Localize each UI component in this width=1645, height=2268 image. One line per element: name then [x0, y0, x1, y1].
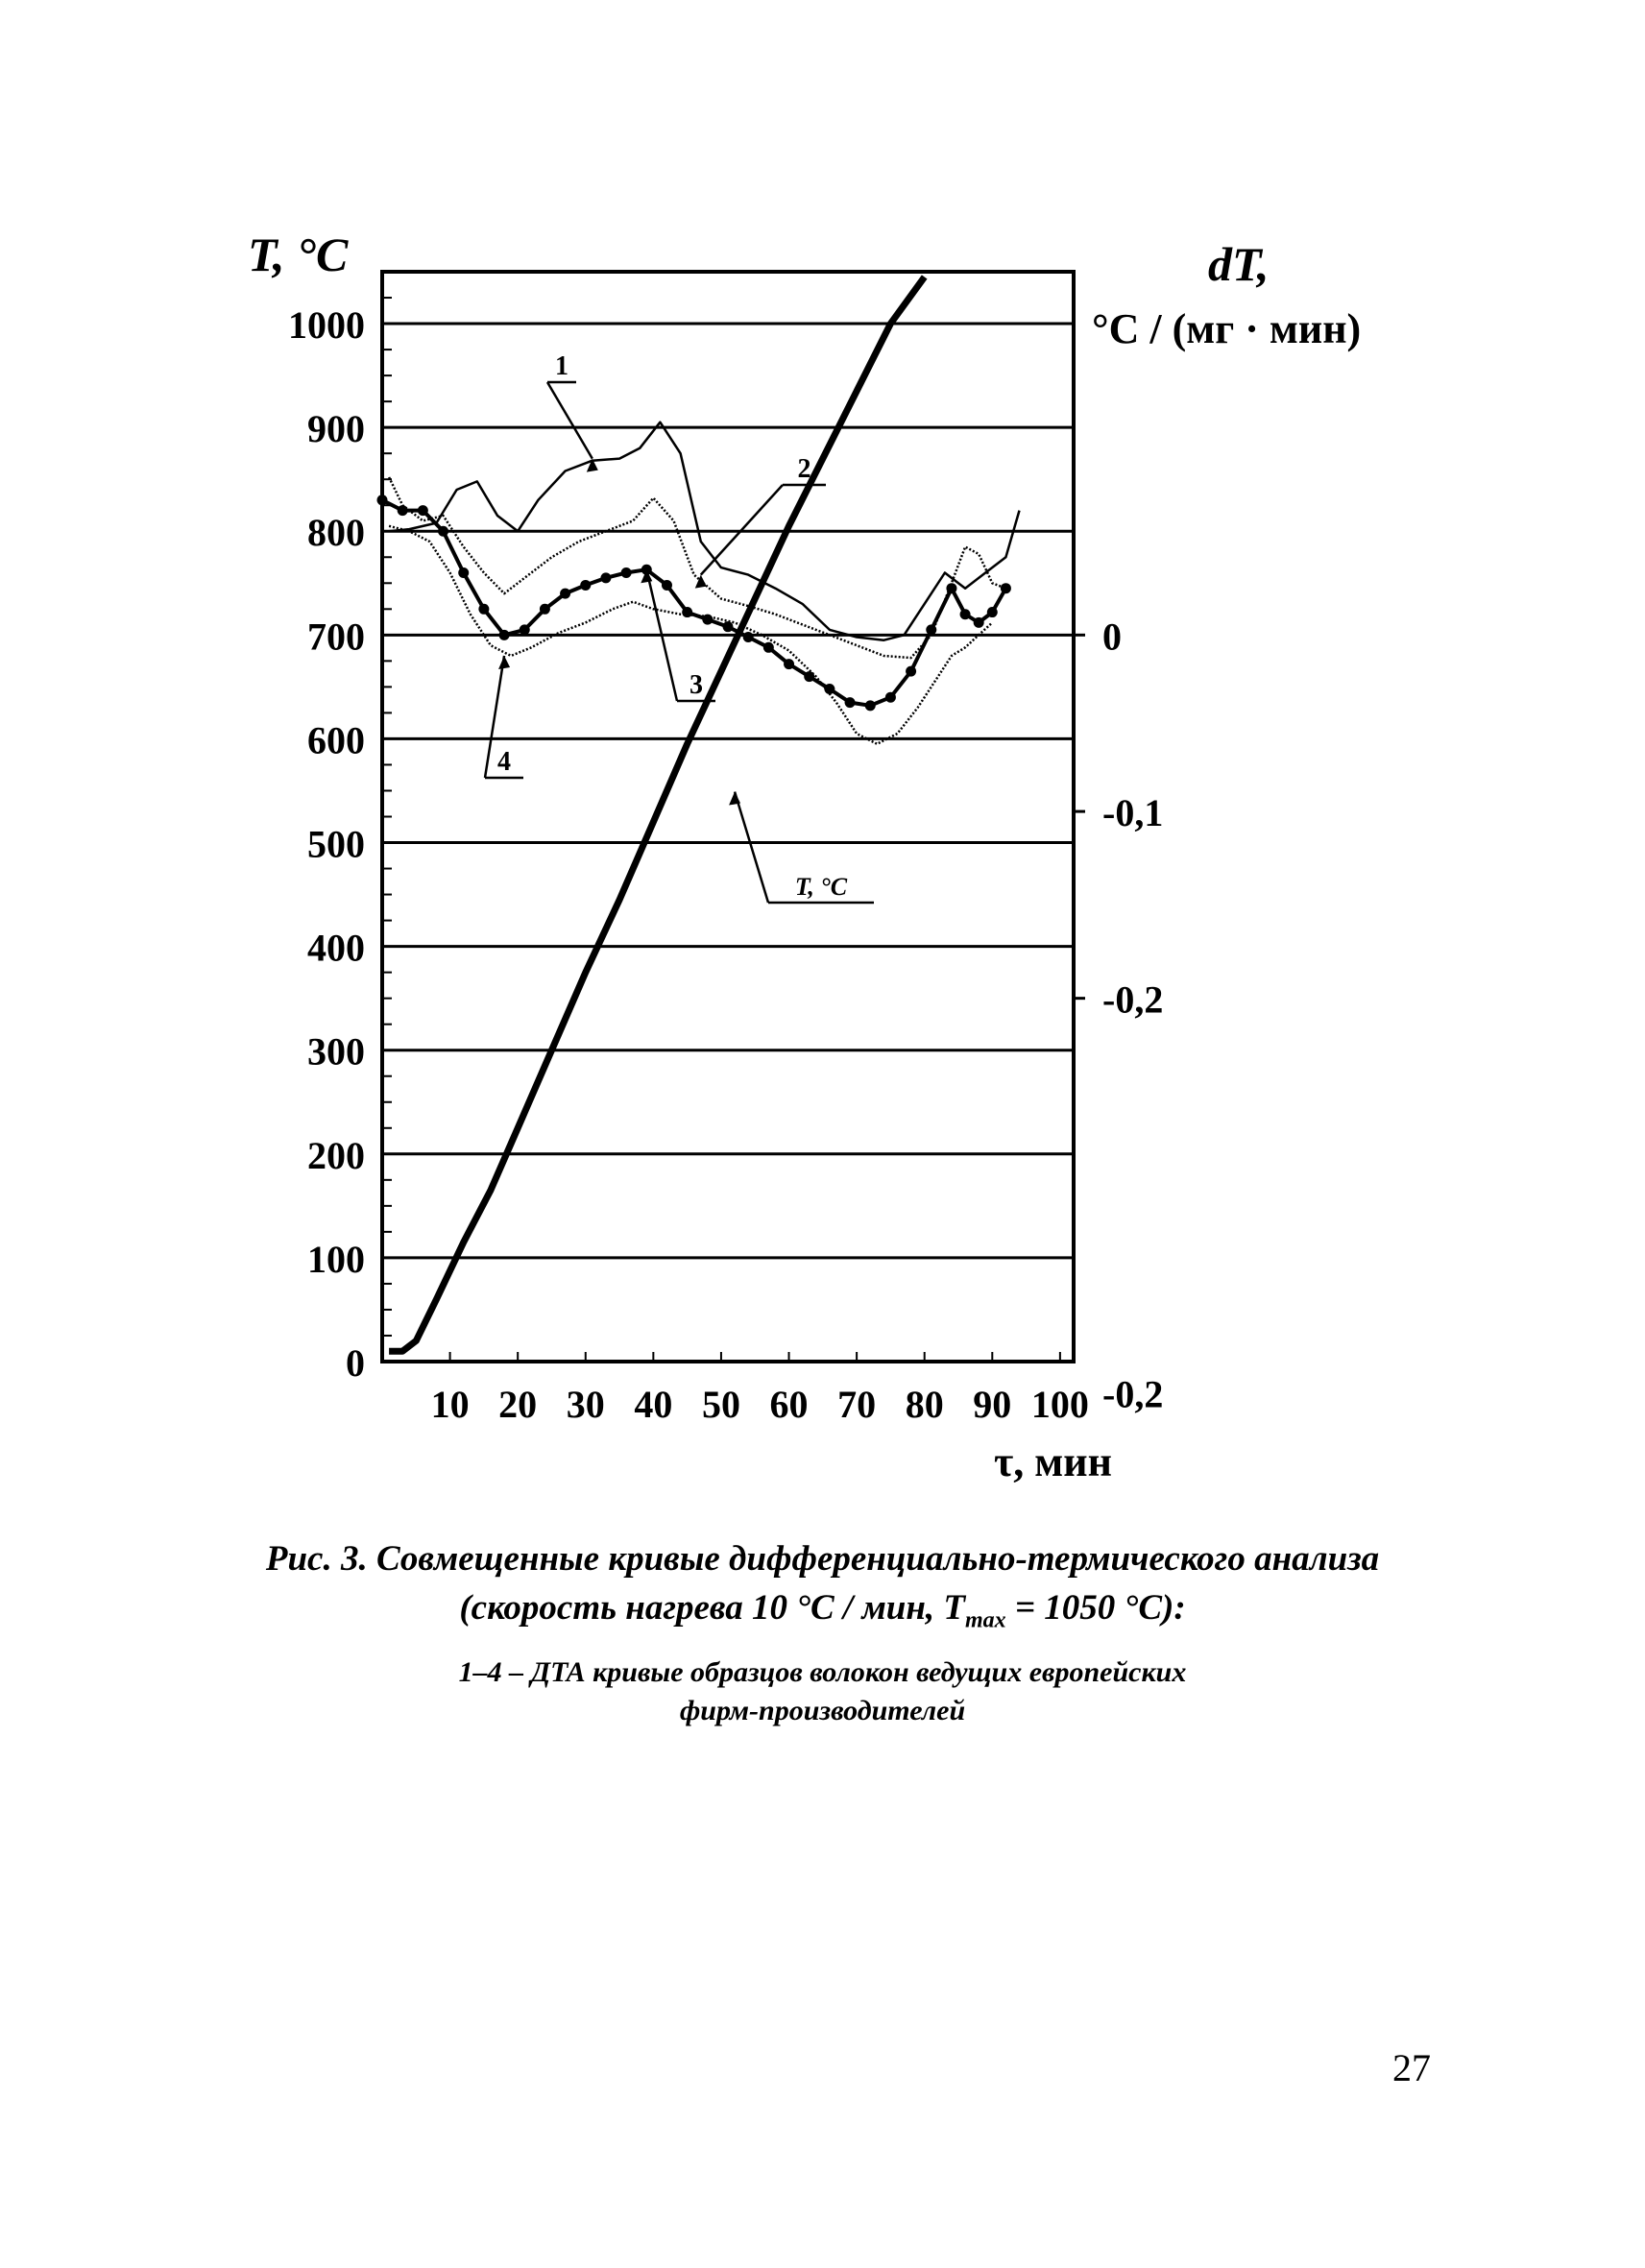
series-point-3 — [398, 505, 408, 516]
annotation-arrow-1 — [695, 575, 707, 589]
annotation-arrow-3 — [498, 656, 510, 669]
y-right-axis-label-line1: dT, — [1208, 237, 1270, 291]
series-point-3 — [662, 580, 672, 591]
series-point-3 — [418, 505, 428, 516]
series-point-3 — [499, 630, 510, 640]
series-point-3 — [723, 621, 734, 632]
x-tick-10: 10 — [430, 1383, 470, 1426]
x-tick-90: 90 — [973, 1383, 1012, 1426]
series-point-3 — [824, 684, 835, 694]
series-point-3 — [478, 604, 489, 615]
x-tick-50: 50 — [701, 1383, 740, 1426]
series-point-3 — [845, 697, 856, 708]
series-point-3 — [520, 624, 530, 635]
annotation-leader-0 — [547, 382, 593, 459]
y-left-tick-600: 600 — [307, 718, 365, 762]
caption-conditions-post: = 1050 °С): — [1005, 1588, 1186, 1628]
y-left-tick-900: 900 — [307, 407, 365, 451]
series-point-3 — [926, 624, 936, 635]
x-tick-60: 60 — [769, 1383, 809, 1426]
y-left-tick-1000: 1000 — [288, 303, 365, 348]
series-point-3 — [438, 526, 448, 537]
y-left-tick-700: 700 — [307, 615, 365, 659]
x-tick-70: 70 — [837, 1383, 877, 1426]
y-left-tick-800: 800 — [307, 511, 365, 555]
annotation-label-1: 2 — [797, 454, 811, 484]
y-right-tick-1: -0,1 — [1102, 791, 1164, 835]
series-line-tc — [389, 277, 925, 1351]
y-right-tick-0: 0 — [1102, 615, 1122, 659]
series-point-3 — [763, 642, 774, 653]
series-point-3 — [560, 589, 570, 599]
series-point-3 — [600, 572, 611, 583]
series-point-3 — [458, 567, 469, 578]
series-point-3 — [974, 617, 984, 628]
x-tick-40: 40 — [634, 1383, 673, 1426]
y-right-tick-3: -0,2 — [1102, 1372, 1164, 1416]
figure-caption-legend-line1: 1–4 – ДТА кривые образцов волокон ведущих европейских — [458, 1656, 1187, 1688]
series-point-3 — [885, 692, 896, 703]
y-left-tick-400: 400 — [307, 926, 365, 970]
x-tick-30: 30 — [566, 1383, 605, 1426]
page-number: 27 — [1392, 2046, 1431, 2089]
y-right-tick-2: -0,2 — [1102, 977, 1164, 1022]
series-point-3 — [743, 632, 754, 642]
x-axis-label: τ, мин — [994, 1438, 1112, 1485]
series-point-3 — [580, 580, 591, 591]
y-left-axis-label: T, °C — [248, 228, 349, 281]
grid-lines — [382, 324, 1074, 1258]
caption-conditions-pre: (скорость нагрева 10 °С / мин, T — [459, 1588, 966, 1628]
x-tick-20: 20 — [498, 1383, 538, 1426]
annotation-arrow-4 — [729, 792, 740, 806]
annotation-label-2: 3 — [689, 670, 703, 700]
y-left-tick-100: 100 — [307, 1237, 365, 1281]
series-point-3 — [960, 609, 971, 619]
annotation-label-3: 4 — [497, 747, 511, 777]
series-point-3 — [540, 604, 550, 615]
figure-caption-title: Рис. 3. Совмещенные кривые дифференциально-термического анализа — [265, 1539, 1380, 1579]
annotation-label-0: 1 — [555, 351, 568, 381]
figure-caption-conditions — [0, 1587, 1645, 1633]
x-tick-80: 80 — [905, 1383, 944, 1426]
series-point-3 — [784, 659, 794, 669]
series-point-3 — [987, 607, 998, 617]
annotation-label-4: T, °C — [794, 873, 848, 901]
annotation-leader-4 — [735, 792, 768, 903]
caption-conditions-sub: max — [965, 1607, 1006, 1633]
y-left-tick-0: 0 — [346, 1341, 365, 1385]
series-point-3 — [865, 700, 876, 711]
annotation-layer — [485, 351, 874, 903]
y-right-axis-label-line2: °C / (мг · мин) — [1092, 305, 1362, 352]
x-tick-100: 100 — [1030, 1383, 1089, 1426]
y-left-tick-200: 200 — [307, 1133, 365, 1177]
series-point-3 — [1001, 583, 1011, 593]
series-point-3 — [946, 583, 956, 593]
y-left-tick-300: 300 — [307, 1029, 365, 1074]
series-point-3 — [621, 567, 632, 578]
series-point-3 — [906, 666, 916, 677]
series-point-3 — [377, 495, 388, 505]
series-layer — [377, 277, 1020, 1351]
figure-caption-legend-line2: фирм-производителей — [679, 1695, 966, 1726]
y-left-tick-500: 500 — [307, 822, 365, 866]
